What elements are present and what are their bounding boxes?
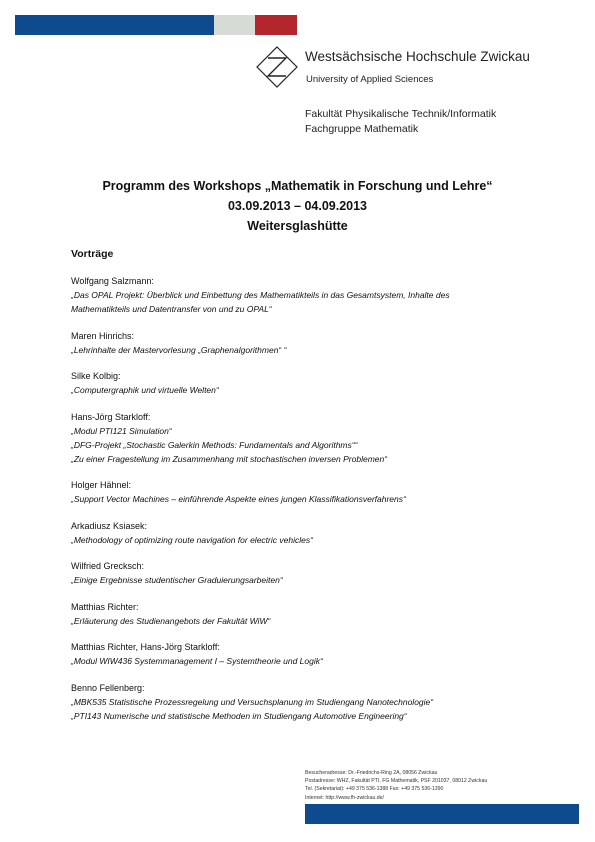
footer-internet: Internet: http://www.fh-zwickau.de/ [305,794,384,801]
footer-phone: Tel. (Sekretariat): +49 375 536-1388 Fax: +49 375 536-1390 [305,786,444,793]
university-name: Westsächsische Hochschule Zwickau [305,49,530,64]
talk-item [71,274,551,316]
talk-item [71,519,551,547]
talk-title: „Methodology of optimizing route navigation for electric vehicles“ [71,534,313,545]
talk-title: „PTI143 Numerische und statistische Methoden im Studiengang Automotive Engineering“ [71,710,407,721]
talk-title: „DFG-Projekt „Stochastic Galerkin Methods: Fundamentals and Algorithms““ [71,439,358,450]
talk-speaker: Wilfried Grecksch: [71,561,145,571]
university-subtitle: University of Applied Sciences [306,74,434,85]
talk-title: „Lehrinhalte der Mastervorlesung „Graphenalgorithmen“ “ [71,344,287,355]
talk-title: „Computergraphik und virtuelle Welten“ [71,385,219,395]
talk-item [71,478,551,506]
talk-title: „Erläuterung des Studienangebots der Fakultät WiW“ [71,615,271,626]
talk-speaker: Arkadiusz Ksiasek: [71,520,148,531]
talk-title: „Support Vector Machines – einführende Aspekte eines jungen Klassifikationsverfahrens“ [71,494,406,504]
talk-speaker: Silke Kolbig: [71,371,121,381]
talk-speaker: Holger Hähnel: [71,480,132,490]
event-location: Weitersglashütte [247,219,348,233]
header-bar-grey [214,15,255,35]
header-bar-blue [15,15,214,35]
talk-speaker: Wolfgang Salzmann: [71,276,154,286]
footer-address [305,769,487,802]
footer-bar [305,804,579,824]
whz-logo-icon [256,46,298,88]
talk-item [71,600,551,628]
talk-title: „Einige Ergebnisse studentischer Graduierungsarbeiten“ [71,575,283,585]
talk-item [71,329,551,357]
talk-item [71,559,551,587]
talk-title: „MBK535 Statistische Prozessregelung und Versuchsplanung im Studiengang Nanotechnologie“ [71,696,434,707]
talk-title: „Modul WIW436 Systemmanagement I – Systemtheorie und Logik“ [71,656,323,666]
talk-title: „Das OPAL Projekt: Überblick und Einbettung des Mathematikteils in das Gesamtsystem, Inhalte des [71,290,450,300]
talk-item [71,681,551,723]
talk-speaker: Matthias Richter, Hans-Jörg Starkloff: [71,642,220,652]
talk-title: Mathematikteils und Datentransfer von und zu OPAL“ [71,304,272,314]
talk-speaker: Hans-Jörg Starkloff: [71,411,151,422]
talk-item [71,369,551,397]
talk-item [71,640,551,668]
footer-postal-address: Postadresse: WHZ, Fakultät PTI, FG Mathematik, PSF 201037, 08012 Zwickau [305,778,488,785]
header-bar-red [255,15,297,35]
footer-visitor-address: Besucheradresse: Dr.-Friedrichs-Ring 2A, 08056 Zwickau [305,770,438,776]
talk-title: „Zu einer Fragestellung im Zusammenhang mit stochastischen inversen Problemen“ [71,453,388,464]
section-heading: Vorträge [71,248,114,260]
event-dates: 03.09.2013 – 04.09.2013 [227,199,368,213]
talk-item [71,410,551,466]
talk-speaker: Maren Hinrichs: [71,330,135,341]
talk-speaker: Matthias Richter: [71,601,139,612]
talk-list [71,274,551,735]
group-name: Fachgruppe Mathematik [305,123,419,135]
page-title: Programm des Workshops „Mathematik in Forschung und Lehre“ [102,179,493,193]
talk-title: „Modul PTI121 Simulation“ [71,425,172,436]
faculty-name: Fakultät Physikalische Technik/Informatik [305,108,497,120]
talk-speaker: Benno Fellenberg: [71,682,145,693]
